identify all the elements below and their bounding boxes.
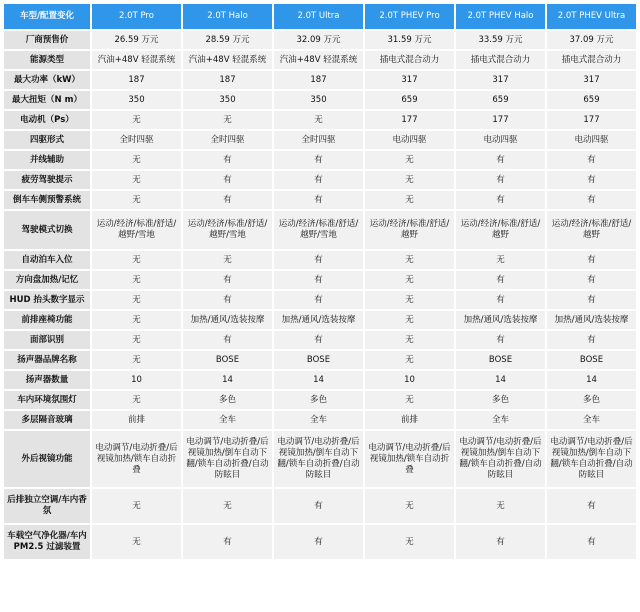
table-cell: 电动调节/电动折叠/后视镜加热/锁车自动折叠 (365, 431, 454, 487)
table-cell: 有 (183, 191, 272, 209)
table-cell: 运动/经济/标准/舒适/越野 (547, 211, 636, 249)
table-cell: 全时四驱 (183, 131, 272, 149)
table-cell: 多色 (456, 391, 545, 409)
table-row (4, 91, 636, 109)
table-cell: 无 (92, 525, 181, 559)
table-cell: 无 (92, 291, 181, 309)
table-row (4, 351, 636, 369)
table-row (4, 431, 636, 487)
table-cell: 无 (92, 111, 181, 129)
table-row (4, 31, 636, 49)
table-cell: 659 (547, 91, 636, 109)
table-row (4, 51, 636, 69)
table-cell: 有 (456, 291, 545, 309)
table-cell: 电动调节/电动折叠/后视镜加热/倒车自动下翻/锁车自动折叠/自动防眩目 (547, 431, 636, 487)
model-header: 2.0T PHEV Halo (456, 4, 545, 29)
table-row (4, 391, 636, 409)
row-label: 疲劳驾驶提示 (4, 171, 90, 189)
table-cell: 14 (456, 371, 545, 389)
table-cell: 317 (365, 71, 454, 89)
model-header: 2.0T PHEV Ultra (547, 4, 636, 29)
row-label: 车载空气净化器/车内 PM2.5 过滤装置 (4, 525, 90, 559)
table-row (4, 171, 636, 189)
table-cell: 有 (456, 271, 545, 289)
table-cell: 运动/经济/标准/舒适/越野 (456, 211, 545, 249)
table-row (4, 271, 636, 289)
table-cell: 无 (92, 271, 181, 289)
table-cell: 有 (274, 151, 363, 169)
table-cell: 659 (456, 91, 545, 109)
table-cell: 33.59 万元 (456, 31, 545, 49)
row-label: 能源类型 (4, 51, 90, 69)
table-cell: 有 (547, 331, 636, 349)
table-cell: 无 (183, 251, 272, 269)
table-row (4, 131, 636, 149)
table-cell: 电动四驱 (365, 131, 454, 149)
table-cell: 插电式混合动力 (456, 51, 545, 69)
table-cell: 无 (92, 311, 181, 329)
table-cell: 无 (365, 291, 454, 309)
table-cell: 无 (365, 391, 454, 409)
row-label: 前排座椅功能 (4, 311, 90, 329)
spec-body (4, 31, 636, 559)
table-cell: 有 (183, 171, 272, 189)
table-cell: 无 (365, 525, 454, 559)
table-cell: BOSE (456, 351, 545, 369)
table-cell: BOSE (274, 351, 363, 369)
table-cell: 14 (547, 371, 636, 389)
table-cell: 加热/通风/选装按摩 (547, 311, 636, 329)
table-cell: 659 (365, 91, 454, 109)
table-cell: 350 (274, 91, 363, 109)
row-label: 并线辅助 (4, 151, 90, 169)
row-label: 倒车车侧预警系统 (4, 191, 90, 209)
table-cell: 电动调节/电动折叠/后视镜加热/倒车自动下翻/锁车自动折叠/自动防眩目 (183, 431, 272, 487)
table-cell: 电动调节/电动折叠/后视镜加热/倒车自动下翻/锁车自动折叠/自动防眩目 (456, 431, 545, 487)
table-cell: 有 (183, 271, 272, 289)
table-cell: 汽油+48V 轻混系统 (183, 51, 272, 69)
table-cell: 177 (365, 111, 454, 129)
table-cell: 无 (92, 151, 181, 169)
table-row (4, 489, 636, 523)
corner-header: 车型/配置变化 (4, 4, 90, 29)
table-cell: 无 (92, 391, 181, 409)
table-cell: BOSE (547, 351, 636, 369)
table-cell: 汽油+48V 轻混系统 (274, 51, 363, 69)
table-cell: 有 (547, 271, 636, 289)
table-row (4, 191, 636, 209)
table-cell: 加热/通风/选装按摩 (274, 311, 363, 329)
table-cell: 无 (92, 489, 181, 523)
table-cell: 28.59 万元 (183, 31, 272, 49)
model-header: 2.0T Ultra (274, 4, 363, 29)
model-header: 2.0T Pro (92, 4, 181, 29)
table-cell: 无 (92, 331, 181, 349)
table-cell: 177 (547, 111, 636, 129)
table-cell: 有 (547, 171, 636, 189)
table-cell: 177 (456, 111, 545, 129)
table-cell: 加热/通风/选装按摩 (183, 311, 272, 329)
table-cell: 187 (183, 71, 272, 89)
table-cell: 有 (547, 489, 636, 523)
table-cell: 加热/通风/选装按摩 (456, 311, 545, 329)
table-row (4, 151, 636, 169)
table-cell: 无 (365, 489, 454, 523)
row-label: 最大功率（kW） (4, 71, 90, 89)
model-header: 2.0T PHEV Pro (365, 4, 454, 29)
spec-comparison-table (2, 2, 638, 561)
table-row (4, 291, 636, 309)
table-cell: 有 (274, 291, 363, 309)
table-cell: 有 (274, 171, 363, 189)
row-label: 扬声器品牌名称 (4, 351, 90, 369)
table-cell: 有 (274, 191, 363, 209)
table-cell: 有 (547, 251, 636, 269)
row-label: 外后视镜功能 (4, 431, 90, 487)
row-label: 扬声器数量 (4, 371, 90, 389)
row-label: 驾驶模式切换 (4, 211, 90, 249)
table-cell: 插电式混合动力 (547, 51, 636, 69)
table-cell: 全时四驱 (274, 131, 363, 149)
table-cell: 运动/经济/标准/舒适/越野/雪地 (92, 211, 181, 249)
table-cell: 运动/经济/标准/舒适/越野 (365, 211, 454, 249)
table-cell: 有 (274, 251, 363, 269)
row-label: 自动泊车入位 (4, 251, 90, 269)
row-label: 多层隔音玻璃 (4, 411, 90, 429)
table-cell: 运动/经济/标准/舒适/越野/雪地 (183, 211, 272, 249)
table-cell: 无 (274, 111, 363, 129)
table-cell: 全车 (456, 411, 545, 429)
table-cell: 有 (274, 525, 363, 559)
table-cell: 无 (365, 311, 454, 329)
table-cell: 有 (274, 489, 363, 523)
table-cell: 全时四驱 (92, 131, 181, 149)
table-cell: 无 (365, 191, 454, 209)
table-row (4, 371, 636, 389)
row-label: 电动机（Ps） (4, 111, 90, 129)
table-cell: BOSE (183, 351, 272, 369)
header-row (4, 4, 636, 29)
table-cell: 有 (183, 331, 272, 349)
table-cell: 汽油+48V 轻混系统 (92, 51, 181, 69)
table-cell: 电动四驱 (547, 131, 636, 149)
table-cell: 无 (92, 171, 181, 189)
table-cell: 有 (274, 331, 363, 349)
table-row (4, 331, 636, 349)
table-cell: 多色 (183, 391, 272, 409)
row-label: 厂商预售价 (4, 31, 90, 49)
table-cell: 全车 (274, 411, 363, 429)
table-cell: 前排 (92, 411, 181, 429)
table-cell: 多色 (274, 391, 363, 409)
row-label: 车内环境氛围灯 (4, 391, 90, 409)
table-cell: 无 (92, 191, 181, 209)
table-cell: 26.59 万元 (92, 31, 181, 49)
table-row (4, 211, 636, 249)
table-row (4, 411, 636, 429)
table-cell: 187 (274, 71, 363, 89)
row-label: HUD 抬头数字显示 (4, 291, 90, 309)
row-label: 四驱形式 (4, 131, 90, 149)
table-cell: 有 (456, 171, 545, 189)
table-cell: 10 (92, 371, 181, 389)
table-cell: 350 (92, 91, 181, 109)
table-cell: 无 (456, 251, 545, 269)
table-cell: 无 (183, 111, 272, 129)
table-cell: 全车 (183, 411, 272, 429)
table-cell: 有 (547, 151, 636, 169)
table-cell: 有 (547, 525, 636, 559)
model-header: 2.0T Halo (183, 4, 272, 29)
table-cell: 无 (365, 151, 454, 169)
table-cell: 有 (274, 271, 363, 289)
table-row (4, 251, 636, 269)
table-cell: 有 (456, 331, 545, 349)
table-cell: 31.59 万元 (365, 31, 454, 49)
table-row (4, 525, 636, 559)
row-label: 面部识别 (4, 331, 90, 349)
table-cell: 有 (456, 191, 545, 209)
table-cell: 有 (547, 291, 636, 309)
table-cell: 无 (456, 489, 545, 523)
table-cell: 无 (365, 171, 454, 189)
table-cell: 无 (92, 351, 181, 369)
table-row (4, 311, 636, 329)
table-cell: 350 (183, 91, 272, 109)
table-cell: 多色 (547, 391, 636, 409)
table-cell: 317 (456, 71, 545, 89)
table-cell: 317 (547, 71, 636, 89)
table-cell: 14 (183, 371, 272, 389)
table-cell: 插电式混合动力 (365, 51, 454, 69)
table-cell: 无 (365, 331, 454, 349)
table-cell: 32.09 万元 (274, 31, 363, 49)
table-cell: 电动调节/电动折叠/后视镜加热/锁车自动折叠 (92, 431, 181, 487)
table-cell: 14 (274, 371, 363, 389)
table-cell: 运动/经济/标准/舒适/越野/雪地 (274, 211, 363, 249)
table-cell: 电动调节/电动折叠/后视镜加热/倒车自动下翻/锁车自动折叠/自动防眩目 (274, 431, 363, 487)
row-label: 方向盘加热/记忆 (4, 271, 90, 289)
table-cell: 无 (183, 489, 272, 523)
table-cell: 无 (365, 271, 454, 289)
table-cell: 有 (183, 525, 272, 559)
table-cell: 前排 (365, 411, 454, 429)
table-cell: 全车 (547, 411, 636, 429)
table-cell: 无 (365, 351, 454, 369)
table-cell: 有 (183, 151, 272, 169)
table-cell: 有 (547, 191, 636, 209)
table-cell: 无 (365, 251, 454, 269)
table-cell: 有 (456, 525, 545, 559)
row-label: 后排独立空调/车内香氛 (4, 489, 90, 523)
row-label: 最大扭矩（N m） (4, 91, 90, 109)
table-cell: 有 (183, 291, 272, 309)
table-row (4, 71, 636, 89)
table-cell: 10 (365, 371, 454, 389)
table-cell: 电动四驱 (456, 131, 545, 149)
table-cell: 有 (456, 151, 545, 169)
table-cell: 187 (92, 71, 181, 89)
table-cell: 37.09 万元 (547, 31, 636, 49)
table-row (4, 111, 636, 129)
table-cell: 无 (92, 251, 181, 269)
